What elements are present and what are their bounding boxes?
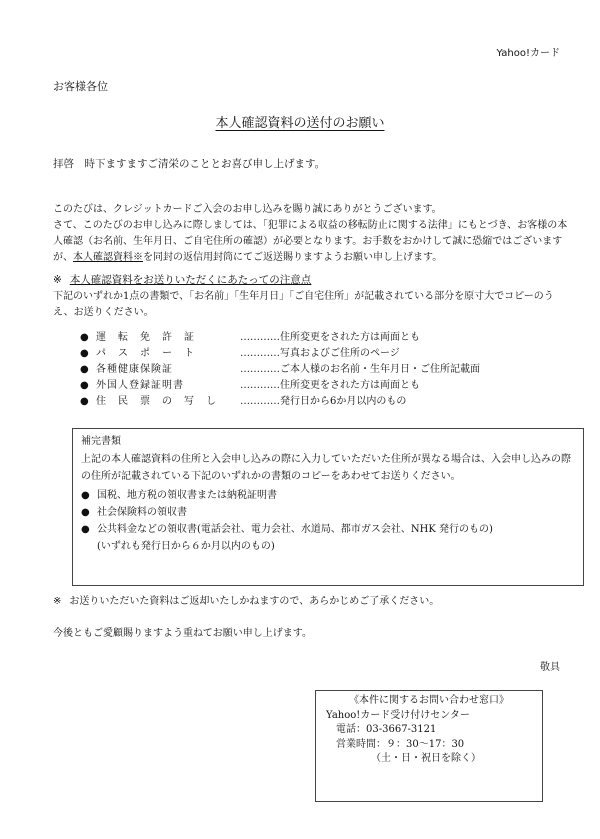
supplementary-item-text: 社会保険料の領収書 <box>97 507 187 518</box>
contact-closed-days: （土・日・祝日を除く） <box>371 753 481 764</box>
bullet-icon: ● <box>80 332 89 343</box>
sender-name: Yahoo!カード <box>496 48 560 59</box>
document-note: …………写真およびご住所のページ <box>240 348 400 359</box>
intro-line-2-underlined: 本人確認資料※ <box>73 252 143 263</box>
return-note-text: お送りいただいた資料はご返却いたしかねますので、あらかじめご了承ください。 <box>69 596 440 607</box>
intro-line-1: このたびは、クレジットカードご入会のお申し込みを賜り誠にありがとうございます。 <box>53 204 442 215</box>
document-item <box>80 394 480 410</box>
closing-salutation: 敬具 <box>540 662 560 673</box>
supplementary-title: 補完書類 <box>81 436 121 447</box>
bullet-icon: ● <box>81 507 90 518</box>
document-note: …………住所変更をされた方は両面とも <box>240 380 420 391</box>
supplementary-item <box>81 504 575 521</box>
contact-phone: 電話：03-3667-3121 <box>336 724 437 735</box>
document-note: …………住所変更をされた方は両面とも <box>240 332 420 343</box>
bullet-icon: ● <box>81 524 90 535</box>
addressee: お客様各位 <box>53 80 108 93</box>
bullet-icon: ● <box>80 364 89 375</box>
greeting: 拝啓 時下ますますご清栄のこととお喜び申し上げます。 <box>53 158 326 170</box>
supplementary-item <box>81 487 575 504</box>
document-name: 住 民 票 の 写 し <box>96 396 217 407</box>
notice-mark: ※ <box>53 274 62 286</box>
supplementary-documents-box <box>72 428 584 586</box>
intro-line-2-part-1: さて、このたびのお申し込みに際しましては、「犯罪による収益の移転防止に関する法律」にもとづき、お客様の本人確認（お名前、生年月日、ご自宅住所の確認）が必要となります。お手数をおかけして誠に恐縮ではございますが、 <box>53 220 568 263</box>
document-name: 外国人登録証明書 <box>96 380 184 391</box>
letter-title <box>0 114 600 134</box>
letter-title-text: 本人確認資料の送付のお願い <box>215 116 385 131</box>
intro-line-2 <box>53 218 573 266</box>
document-item <box>80 378 480 394</box>
document-name: パ ス ポ ー ト <box>96 348 195 359</box>
supplementary-body: 上記の本人確認資料の住所と入会申し込みの際に入力していただいた住所が異なる場合は、入会申し込みの際の住所が記載されている下記のいずれかの書類のコピーをあわせてお送りください。 <box>81 454 571 482</box>
supplementary-note: (いずれも発行日から６か月以内のもの) <box>97 541 275 552</box>
document-item <box>80 330 480 346</box>
notice-heading-text: 本人確認資料をお送りいただくにあたっての注意点 <box>69 274 312 286</box>
document-note: …………ご本人様のお名前・生年月日・ご住所記載面 <box>240 364 480 375</box>
bullet-icon: ● <box>80 380 89 391</box>
supplementary-list <box>81 487 575 538</box>
document-name: 各種健康保険証 <box>96 364 173 375</box>
bullet-icon: ● <box>81 490 90 501</box>
supplementary-item-text: 国税、地方税の領収書または納税証明書 <box>97 490 277 501</box>
intro-paragraph <box>53 202 573 266</box>
contact-center-name: Yahoo!カード受け付けセンター <box>326 709 470 721</box>
document-item <box>80 346 480 362</box>
return-note-mark: ※ <box>53 596 62 607</box>
contact-hours: 営業時間：９：30～17：30 <box>336 738 465 750</box>
contact-box <box>315 690 543 802</box>
intro-line-2-part-2: を同封の返信用封筒にてご返送賜りますようお願い申し上げます。 <box>143 252 443 263</box>
document-list <box>80 330 480 410</box>
document-note: …………発行日から6か月以内のもの <box>240 396 407 407</box>
document-item <box>80 362 480 378</box>
notice-body: 下記のいずれか1点の書類で、「お名前」「生年月日」「ご自宅住所」が記載されている部分を原寸大でコピーのうえ、お送りください。 <box>53 291 554 318</box>
bullet-icon: ● <box>80 396 89 407</box>
bullet-icon: ● <box>80 348 89 359</box>
return-note <box>53 594 439 609</box>
supplementary-item-text: 公共料金などの領収書(電話会社、電力会社、水道局、都市ガス会社、NHK 発行のもの) <box>97 524 493 535</box>
supplementary-item <box>81 521 575 538</box>
contact-title: 《本件に関するお問い合わせ窓口》 <box>349 695 509 706</box>
document-name: 運 転 免 許 証 <box>96 332 195 343</box>
notice-heading <box>53 273 311 289</box>
closing-line: 今後ともご愛顧賜りますよう重ねてお願い申し上げます。 <box>53 628 312 639</box>
